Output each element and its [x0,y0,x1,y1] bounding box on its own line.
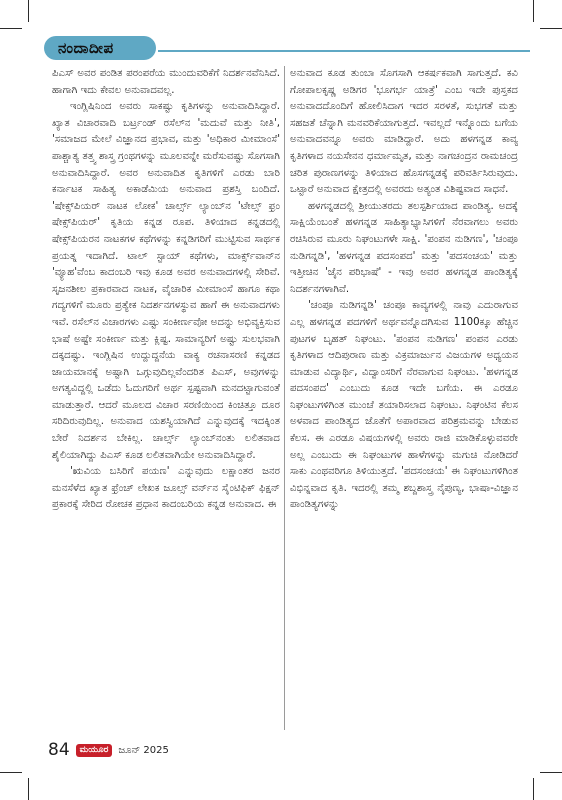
paragraph: ಪಿಎಸ್ ಅವರ ಪಂಡಿತ ಪರಂಪರೆಯ ಮುಂದುವರಿಕೆಗೆ ನಿದರ್ಶನವೆನಿಸಿದೆ. ಹಾಗಾಗಿ ಇದು ಕೇವಲ ಅನುವಾದವಲ್ಲ. [52,68,280,96]
crop-mark [0,28,22,29]
paragraph: ಅನುವಾದ ಕೂಡ ತುಂಬಾ ಸೊಗಸಾಗಿ ಆಕರ್ಷಕವಾಗಿ ಸಾಗುತ್ತದೆ. ಕವಿ ಗೋಪಾಲಕೃಷ್ಣ ಅಡಿಗರ 'ಭೂಗರ್ಭ ಯಾತ್ರೆ' ಎಂಬ ಇದೇ ಪುಸ್ತಕದ ಅನುವಾದದೊಂದಿಗೆ ಹೋಲಿಸಿದಾಗ ಇದರ ಸರಳತೆ, ಸುಭಗತೆ ಮತ್ತು ಸಹಜತೆ ಚೆನ್ನಾಗಿ ಮನವರಿಕೆಯಾಗುತ್ತದೆ. ಇವಲ್ಲದೆ ಇನ್ನೊಂದು ಬಗೆಯ ಅನುವಾದವನ್ನೂ ಅವರು ಮಾಡಿದ್ದಾರೆ. ಅದು ಹಳಗನ್ನಡ ಕಾವ್ಯ ಕೃತಿಗಳಾದ ನಯಸೇನನ ಧರ್ಮಾಮೃತ, ಮತ್ತು ನಾಗಚಂದ್ರನ ರಾಮಚಂದ್ರ ಚರಿತ ಪುರಾಣಗಳನ್ನು ತಿಳಿಯಾದ ಹೊಸಗನ್ನಡಕ್ಕೆ ಪರಿವರ್ತಿಸಿರುವುದು. ಒಟ್ಟಾರೆ ಅನುವಾದ ಕ್ಷೇತ್ರದಲ್ಲಿ ಅವರದು ಅತ್ಯಂತ ವಿಶಿಷ್ಟವಾದ ಸಾಧನೆ. [290,68,518,196]
header-rule [158,50,530,52]
page-number: 84 [48,740,70,760]
issue-date: ಜೂನ್ 2025 [118,745,169,756]
page-footer [48,733,308,759]
crop-mark [0,772,22,773]
magazine-logo: ಮಯೂರ [76,744,113,757]
crop-mark [533,0,534,22]
article-column-left [52,66,280,726]
crop-mark [28,0,29,22]
paragraph: 'ಋವಿಯ ಬಸಿರಿಗೆ ಪಯಣ' ಎನ್ನುವುದು ಲಕ್ಷಾಂತರ ಜನರ ಮನಸೆಳೆದ ಖ್ಯಾತ ಫ್ರೆಂಚ್ ಲೇಖಕ ಜೂಲ್ಸ್ ವರ್ನ್‌ನ ಸೈಂಟಿಫಿಕ್ ಫಿಕ್ಷನ್ ಪ್ರಕಾರಕ್ಕೆ ಸೇರಿದ ರೋಚಕ ಪ್ರಧಾನ ಕಾದಂಬರಿಯ ಕನ್ನಡ ಅನುವಾದ. ಈ [52,466,280,511]
crop-mark [28,778,29,800]
article-column-right [290,66,518,726]
paragraph: 'ಚಂಪೂ ನುಡಿಗನ್ನಡಿ' ಚಂಪೂ ಕಾವ್ಯಗಳಲ್ಲಿ ನಾವು ಎದುರಾಗುವ ಎಲ್ಲ ಹಳಗನ್ನಡ ಪದಗಳಿಗೆ ಅರ್ಥವನ್ನೊದಗಿಸುವ 1100ಕ್ಕೂ ಹೆಚ್ಚಿನ ಪುಟಗಳ ಬೃಹತ್ ನಿಘಂಟು. 'ಪಂಪನ ನುಡಿಗಣ' ಪಂಪನ ಎರಡು ಕೃತಿಗಳಾದ ಆದಿಪುರಾಣ ಮತ್ತು ವಿಕ್ರಮಾರ್ಜುನ ವಿಜಯಗಳ ಅಧ್ಯಯನ ಮಾಡುವ ವಿದ್ಯಾರ್ಥಿ, ವಿದ್ವಾಂಸರಿಗೆ ನೆರವಾಗುವ ನಿಘಂಟು. 'ಹಳಗನ್ನಡ ಪದಸಂಪದ' ಎಂಬುದು ಕೂಡ ಇದೇ ಬಗೆಯ. ಈ ಎರಡೂ ನಿಘಂಟುಗಳಿಗಿಂತ ಮುಂಚೆ ತಯಾರಿಸಲಾದ ನಿಘಂಟು. ನಿಘಂಟಿನ ಕೆಲಸ ಅಳವಾದ ಪಾಂಡಿತ್ಯದ ಜೊತೆಗೆ ಅಪಾರವಾದ ಪರಿಶ್ರಮವನ್ನು ಬೇಡುವ ಕೆಲಸ. ಈ ಎರಡೂ ವಿಷಯಗಳಲ್ಲಿ ಅವರು ರಾಜಿ ಮಾಡಿಕೊಳ್ಳುವವರೇ ಅಲ್ಲ ಎಂಬುದು ಈ ನಿಘಂಟುಗಳ ಹಾಳೆಗಳನ್ನು ಮಗುಚಿ ನೋಡಿದರೆ ಸಾಕು ಎಂಥವರಿಗೂ ತಿಳಿಯುತ್ತದೆ. 'ಪದಸಂಚಯ' ಈ ನಿಘಂಟುಗಳಿಗಿಂತ ವಿಭಿನ್ನವಾದ ಕೃತಿ. ಇದರಲ್ಲಿ ತಮ್ಮ ಶಬ್ದಶಾಸ್ತ್ರ ನೈಪುಣ್ಯ, ಭಾಷಾ-ವಿಜ್ಞಾನ ಪಾಂಡಿತ್ಯಗಳನ್ನು [290,300,518,511]
section-header [44,34,530,62]
crop-mark [540,28,562,29]
crop-mark [533,778,534,800]
column-divider [284,66,285,730]
section-title: ನಂದಾದೀಪ [58,39,114,57]
crop-mark [540,772,562,773]
paragraph: ಇಂಗ್ಲಿಷಿನಿಂದ ಅವರು ಸಾಕಷ್ಟು ಕೃತಿಗಳನ್ನು ಅನುವಾದಿಸಿದ್ದಾರೆ. ಖ್ಯಾತ ವಿಚಾರವಾದಿ ಬರ್ಟ್ರಂಡ್ ರಸೆಲ್‌ನ 'ಮದುವೆ ಮತ್ತು ನೀತಿ', 'ಸಮಾಜದ ಮೇಲೆ ವಿಜ್ಞಾನದ ಪ್ರಭಾವ, ಮತ್ತು 'ಅಧಿಕಾರ ಮೀಮಾಂಸೆ' ಪಾಶ್ಚಾತ್ಯ ತತ್ತ್ವ ಶಾಸ್ತ್ರ ಗ್ರಂಥಗಳನ್ನು ಮೂಲವನ್ನೇ ಮರೆಸುವಷ್ಟು ಸೊಗಸಾಗಿ ಅನುವಾದಿಸಿದ್ದಾರೆ. ಅವರ ಅನುವಾದಿತ ಕೃತಿಗಳಿಗೆ ಎರಡು ಬಾರಿ ಕರ್ನಾಟಕ ಸಾಹಿತ್ಯ ಅಕಾಡೆಮಿಯ ಅನುವಾದ ಪ್ರಶಸ್ತಿ ಬಂದಿದೆ. 'ಷೇಕ್ಸ್‌ಪಿಯರ್ ನಾಟಕ ಲೋಕ' ಚಾರ್ಲ್ಸ್ ಲ್ಯಾಂಬ್‌ನ 'ಟೇಲ್ಸ್ ಫ್ರಂ ಷೇಕ್ಸ್‌ಪಿಯರ್' ಕೃತಿಯ ಕನ್ನಡ ರೂಪ. ತಿಳಿಯಾದ ಕನ್ನಡದಲ್ಲಿ ಷೇಕ್ಸ್‌ಪಿಯರನ ನಾಟಕಗಳ ಕಥೆಗಳನ್ನು ಕನ್ನಡಿಗರಿಗೆ ಮುಟ್ಟಿಸುವ ಸಾರ್ಥಕ ಪ್ರಯತ್ನ ಇದಾಗಿದೆ. ಟಾಲ್ ಸ್ಟಾಯ್ ಕಥೆಗಳು, ಮಾರ್ಕ್ಸ್‌ವಾನ್‌ನ 'ವ್ಯೂಹ'ವೆಂಬ ಕಾದಂಬರಿ ಇವು ಕೂಡ ಅವರ ಅನುವಾದಗಳಲ್ಲಿ ಸೇರಿವೆ. ಸೃಜನಶೀಲ ಪ್ರಕಾರವಾದ ನಾಟಕ, ವೈಚಾರಿಕ ಮೀಮಾಂಸೆ ಹಾಗೂ ಕಥಾ ಗದ್ಯಗಳಿಗೆ ಮೂರು ಪ್ರತ್ಯೇಕ ನಿದರ್ಶನಗಳಸ್ಥುವ ಹಾಗೆ ಈ ಅನುವಾದಗಳು ಇವೆ. ರಸೆಲ್‌ನ ವಿಚಾರಗಳು ಎಷ್ಟು ಸಂಕೀರ್ಣವೋ ಅದನ್ನು ಅಭಿವ್ಯಕ್ತಿಸುವ ಭಾಷೆ ಅಷ್ಟೇ ಸಂಕೀರ್ಣ ಮತ್ತು ಕ್ಲಿಷ್ಟ. ಸಾಮಾನ್ಯರಿಗೆ ಅಷ್ಟು ಸುಲಭವಾಗಿ ದಕ್ಕದಷ್ಟು. ಇಂಗ್ಲಿಷಿನ ಉದ್ದುದ್ದನೆಯ ವಾಕ್ಯ ರಚನಾಸರಣಿ ಕನ್ನಡದ ಜಾಯಮಾನಕ್ಕೆ ಅಷ್ಟಾಗಿ ಒಗ್ಗುವುದಿಲ್ಲವೆಂದರಿತ ಪಿಎಸ್, ಅವುಗಳನ್ನು ಅಗತ್ಯವಿದ್ದಲ್ಲಿ ಒಡೆದು ಓದುಗರಿಗೆ ಅರ್ಥ ಸ್ಪಷ್ಟವಾಗಿ ಮನದಟ್ಟಾಗುವಂತೆ ಮಾಡುತ್ತಾರೆ. ಆದರೆ ಮೂಲದ ವಿಚಾರ ಸರಣಿಯಿಂದ ಕಿಂಚಿತ್ತೂ ದೂರ ಸರಿದಿರುವುದಿಲ್ಲ. ಅನುವಾದ ಯಶಸ್ವಿಯಾಗಿದೆ ಎನ್ನುವುದಕ್ಕೆ ಇದಕ್ಕಿಂತ ಬೇರೆ ನಿದರ್ಶನ ಬೇಕಿಲ್ಲ. ಚಾರ್ಲ್ಸ್ ಲ್ಯಾಂಬ್‌ನಂತು ಲಲಿತವಾದ ಶೈಲಿಯಾಗಿದ್ದು ಪಿಎಸ್ ಕೂಡ ಲಲಿತವಾಗಿಯೇ ಅನುವಾದಿಸಿದ್ದಾರೆ. [52,101,280,461]
paragraph: ಹಳಗನ್ನಡದಲ್ಲಿ ಶ್ರೀಯುತರದು ತಲಸ್ಪರ್ಶಿಯಾದ ಪಾಂಡಿತ್ಯ. ಅದಕ್ಕೆ ಸಾಕ್ಷಿಯೆಂಬಂತೆ ಹಳಗನ್ನಡ ಸಾಹಿತ್ಯಾಭ್ಯಾಸಿಗಳಿಗೆ ನೆರವಾಗಲು ಅವರು ರಚಿಸಿರುವ ಮೂರು ನಿಘಂಟುಗಳೇ ಸಾಕ್ಷಿ. 'ಪಂಪನ ನುಡಿಗಣ', 'ಚಂಪೂ ನುಡಿಗನ್ನಡಿ', 'ಹಳಗನ್ನಡ ಪದಸಂಪದ' ಮತ್ತು 'ಪದಸಂಚಯ' ಮತ್ತು ಇತ್ತೀಚಿನ 'ಜೈನ ಪರಿಭಾಷೆ' - ಇವು ಅವರ ಹಳಗನ್ನಡ ಪಾಂಡಿತ್ಯಕ್ಕೆ ನಿದರ್ಶನಗಳಾಗಿವೆ. [290,200,518,295]
